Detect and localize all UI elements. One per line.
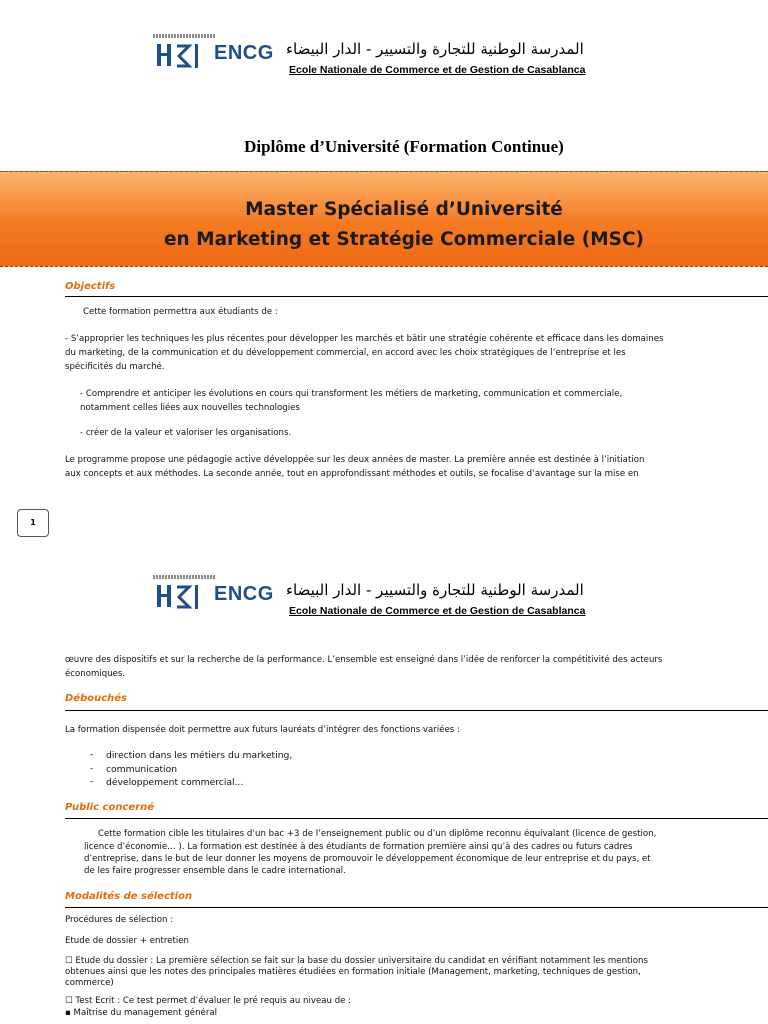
public-line1: Cette formation cible les titulaires d’un bac +3 de l’enseignement public ou d’un diplôme reconnu équivalant (licence de gestion, <box>98 829 657 839</box>
continuation-line2: économiques. <box>65 669 126 679</box>
modalites-bullet: ▪ Maîtrise du management général <box>65 1008 218 1018</box>
section-title-public: Public concerné <box>65 802 154 813</box>
list-item: développement commercial... <box>106 777 244 788</box>
banner-title-line1: Master Spécialisé d’Université <box>245 199 563 220</box>
section-divider <box>65 907 768 908</box>
page-number: 1 <box>17 509 49 537</box>
list-dash: - <box>90 750 94 760</box>
school-name: Ecole Nationale de Commerce et de Gestion de Casablanca <box>289 64 586 76</box>
debouches-intro: La formation dispensée doit permettre aux futurs lauréats d’intégrer des fonctions variées : <box>65 725 460 735</box>
list-dash: - <box>90 764 94 774</box>
list-dash: - <box>90 777 94 787</box>
section-divider <box>65 818 768 819</box>
public-line3: d’entreprise, dans le but de leur donner les moyens de promouvoir le développement économique de leur entreprise et du pays, et <box>84 854 651 864</box>
section-divider <box>65 710 768 711</box>
diploma-title: Diplôme d’Université (Formation Continue) <box>244 137 564 156</box>
logo-text: ENCG <box>214 42 274 64</box>
modalites-procedures: Procédures de sélection : <box>65 915 174 925</box>
list-item: direction dans les métiers du marketing, <box>106 750 293 761</box>
modalites-dossier-line2: obtenues ainsi que les notes des principales matières étudiées en formation initiale (Management, marketing, techniques de gestion, <box>65 967 641 977</box>
section-title-objectifs: Objectifs <box>65 281 116 292</box>
objectifs-p4-line2: aux concepts et aux méthodes. La seconde année, tout en approfondissant méthodes et outils, se focalise d’avantage sur la mise en <box>65 469 639 479</box>
section-title-modalites: Modalités de sélection <box>65 891 193 902</box>
school-name-arabic: المدرسة الوطنية للتجارة والتسيير - الدار البيضاء <box>286 581 584 599</box>
list-item: communication <box>106 764 178 775</box>
objectifs-intro: Cette formation permettra aux étudiants de : <box>83 307 278 317</box>
modalites-dossier-line1: ☐ Etude du dossier : La première sélection se fait sur la base du dossier universitaire du candidat en vérifiant notamment les mentions <box>65 956 648 966</box>
objectifs-p2-line2: notamment celles liées aux nouvelles technologies <box>80 403 300 413</box>
public-line4: de les faire progresser ensemble dans le cadre international. <box>84 866 346 876</box>
public-line2: licence d’économie… ). La formation est destinée à des étudiants de formation première ainsi qu’à des cadres ou futurs cadres <box>84 842 633 852</box>
objectifs-p2-line1: - Comprendre et anticiper les évolutions en cours qui transforment les métiers de marketing, communication et commerciale, <box>80 389 623 399</box>
banner-title-line2: en Marketing et Stratégie Commerciale (MSC) <box>164 229 644 250</box>
objectifs-p1-line1: - S’approprier les techniques les plus récentes pour développer les marchés et bâtir une stratégie cohérente et efficace dans les domaines <box>65 334 664 344</box>
objectifs-p1-line2: du marketing, de la communication et du développement commercial, en accord avec les choix stratégiques de l’entreprise et les <box>65 348 626 358</box>
objectifs-p4-line1: Le programme propose une pédagogie active développée sur les deux années de master. La première année est destinée à l’initiation <box>65 455 645 465</box>
objectifs-p3: - créer de la valeur et valoriser les organisations. <box>80 428 292 438</box>
continuation-line1: œuvre des dispositifs et sur la recherche de la performance. L’ensemble est enseigné dans l’idée de renforcer la compétitivité des acteurs <box>65 655 663 665</box>
encg-emblem-icon <box>155 40 207 70</box>
school-name: Ecole Nationale de Commerce et de Gestion de Casablanca <box>289 605 586 617</box>
modalites-etude: Etude de dossier + entretien <box>65 936 189 946</box>
modalites-dossier-line3: commerce) <box>65 978 114 988</box>
logo-caption-strip <box>153 575 215 579</box>
section-divider <box>65 296 768 297</box>
school-name-arabic: المدرسة الوطنية للتجارة والتسيير - الدار البيضاء <box>286 40 584 58</box>
logo-text: ENCG <box>214 583 274 605</box>
logo-caption-strip <box>153 34 215 38</box>
section-title-debouches: Débouchés <box>65 693 128 704</box>
program-banner <box>0 171 768 267</box>
modalites-test: ☐ Test Ecrit : Ce test permet d’évaluer le pré requis au niveau de : <box>65 996 352 1006</box>
objectifs-p1-line3: spécificités du marché. <box>65 362 165 372</box>
encg-emblem-icon <box>155 581 207 611</box>
